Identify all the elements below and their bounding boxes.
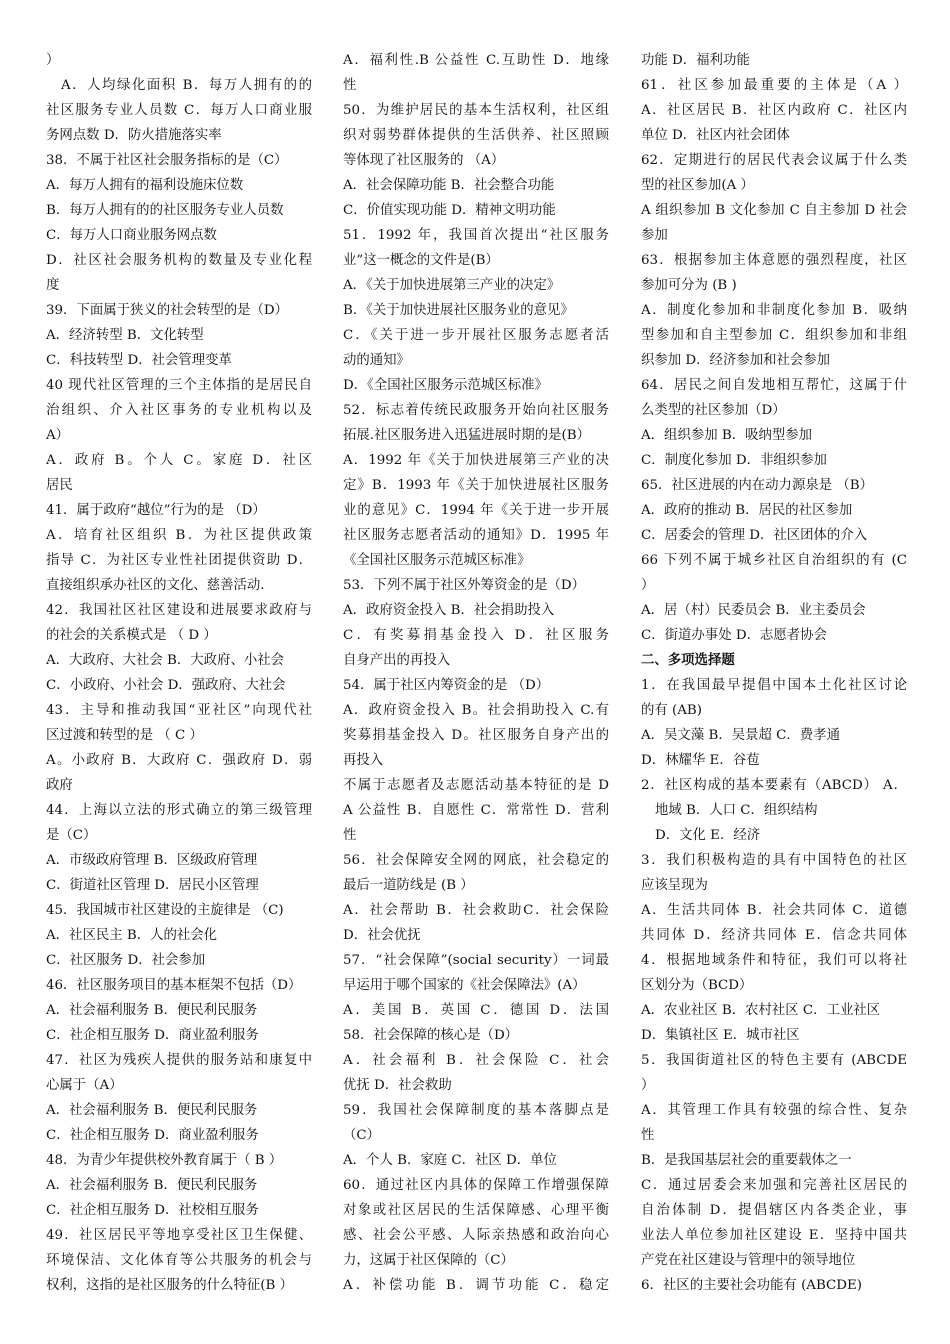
text-line: A．补偿功能 B．调节功能 C．稳定 <box>343 1278 609 1293</box>
text-line: 性 <box>641 1128 655 1143</box>
text-line: 早运用于哪个国家的《社会保障法》(A） <box>343 978 586 993</box>
text-line: 自治体制 D．提倡辖区内各类企业，事 <box>641 1203 907 1218</box>
text-line: D．社区社会服务机构的数量及专业化程 <box>46 253 312 268</box>
text-line: 治组织、介入社区事务的专业机构以及 <box>46 403 312 418</box>
text-line: A 公益性 B．自愿性 C．常常性 D．营利 <box>343 803 609 818</box>
text-line: 感、社会公平感、人际亲热感和政治向心 <box>343 1228 609 1243</box>
text-line: 型参加和自主型参加 C．组织参加和非组 <box>641 328 907 343</box>
text-line: ） <box>46 53 60 68</box>
text-line: 2．社区构成的基本要素有（ABCD） A． <box>641 778 907 793</box>
text-line: 52．标志着传统民政服务开始向社区服务 <box>343 403 609 418</box>
text-line: 6．社区的主要社会功能有 (ABCDE) <box>641 1278 863 1293</box>
text-line: A．政府 B。个人 C。家庭 D．社区 <box>46 453 312 468</box>
text-line: A．市级政府管理 B．区级政府管理 <box>46 853 258 868</box>
text-line: 的有 (AB) <box>641 703 702 718</box>
text-line: B．每万人拥有的的社区服务专业人员数 <box>46 203 284 218</box>
text-line: 单位 D．社区内社会团体 <box>641 128 790 143</box>
text-line: 44．上海以立法的形式确立的第三级管理 <box>46 803 312 818</box>
text-line: A．个人 B．家庭 C．社区 D．单位 <box>343 1153 557 1168</box>
text-line: A．社区民主 B．人的社会化 <box>46 928 218 943</box>
text-line: 不属于志愿者及志愿活动基本特征的是 D <box>343 778 609 793</box>
text-line: 社区服务志愿者活动的通知》D．1995 年 <box>343 528 609 543</box>
text-line: 二、多项选择题 <box>641 652 735 668</box>
text-line: 50．为维护居民的基本生活权利，社区组 <box>343 103 609 118</box>
text-line: 《全国社区服务示范城区标准》 <box>343 553 531 568</box>
text-line: 的社会的关系模式是 （ D ） <box>46 628 217 643</box>
text-line: 是（C） <box>46 828 97 843</box>
text-line: A．大政府、大社会 B．大政府、小社会 <box>46 653 285 668</box>
text-line: 再投入 <box>343 753 384 768</box>
text-line: A．吴文藻 B．吴景超 C．费孝通 <box>641 728 840 743</box>
text-line: D．文化 E．经济 <box>655 828 761 843</box>
text-line: 5．我国街道社区的特色主要有 (ABCDE <box>641 1053 907 1068</box>
text-line: 应该呈现为 <box>641 878 708 893</box>
text-line: 61．社区参加最重要的主体是（A ） <box>641 78 907 93</box>
text-line: 40 现代社区管理的三个主体指的是居民自 <box>46 378 312 393</box>
text-line: A．政府资金投入 B。社会捐助投入 C.有 <box>343 703 609 718</box>
text-line: 最后一道防线是 (B ） <box>343 878 474 893</box>
text-line: A。小政府 B．大政府 C．强政府 D．弱 <box>46 753 312 768</box>
text-line: C．社企相互服务 D．商业盈利服务 <box>46 1128 259 1143</box>
text-line: 对象或社区居民的生活保障感、心理平衡 <box>343 1203 609 1218</box>
text-line: 务网点数 D．防火措施落实率 <box>46 128 222 143</box>
text-line: A．社会福利服务 B．便民利民服务 <box>46 1103 258 1118</box>
text-line: 么类型的社区参加（D） <box>641 403 786 418</box>
text-line: 48．为青少年提供校外教育属于（ B ） <box>46 1153 283 1168</box>
text-line: 38．不属于社区社会服务指标的是（C） <box>46 153 288 168</box>
text-line: 区划分为（BCD） <box>641 978 753 993</box>
text-line: A．社区居民 B．社区内政府 C．社区内 <box>641 103 907 118</box>
text-line: A．培育社区组织 B．为社区提供政策 <box>46 528 312 543</box>
text-line: （C） <box>343 1128 381 1143</box>
text-line: 定》B．1993 年《关于加快进展社区服务 <box>343 478 609 493</box>
text-line: 57．“社会保障”(social security）一词最 <box>343 953 609 968</box>
text-line: A．人均绿化面积 B．每万人拥有的的 <box>46 78 312 93</box>
text-line: 等体现了社区服务的 （A） <box>343 153 505 168</box>
text-line: 优抚 D．社会救助 <box>343 1078 452 1093</box>
text-line: 51．1992 年，我国首次提出“社区服务 <box>343 228 609 243</box>
text-line: A．政府的推动 B．居民的社区参加 <box>641 503 853 518</box>
text-line: A） <box>46 428 70 443</box>
text-line: A．制度化参加和非制度化参加 B．吸纳 <box>641 303 907 318</box>
text-line: C．街道社区管理 D．居民小区管理 <box>46 878 259 893</box>
text-line: 政府 <box>46 778 73 793</box>
text-line: 居民 <box>46 478 73 493</box>
text-line: A．农业社区 B．农村社区 C．工业社区 <box>641 1003 881 1018</box>
text-line: D．林耀华 E．谷苞 <box>641 753 760 768</box>
text-line: A．每万人拥有的福利设施床位数 <box>46 178 244 193</box>
text-line: 54．属于社区内筹资金的是 （D） <box>343 678 550 693</box>
text-line: A．组织参加 B．吸纳型参加 <box>641 428 813 443</box>
text-line: ） <box>641 1078 655 1093</box>
text-line: A．美国 B．英国 C．德国 D．法国 <box>343 1003 609 1018</box>
text-line: A．社会福利服务 B．便民利民服务 <box>46 1003 258 1018</box>
text-line: A．其管理工作具有较强的综合性、复杂 <box>641 1103 907 1118</box>
text-line: A．社会福利服务 B．便民利民服务 <box>46 1178 258 1193</box>
text-line: 参加 <box>641 228 668 243</box>
text-line: 性 <box>343 78 357 93</box>
text-line: A．居（村）民委员会 B．业主委员会 <box>641 603 866 618</box>
text-line: 力，这属于社区保障的（C） <box>343 1253 514 1268</box>
text-line: 共同体 D．经济共同体 E．信念共同体 <box>641 928 907 943</box>
text-line: 环境保洁、文化体育等公共服务的机会与 <box>46 1253 312 1268</box>
text-line: 型的社区参加(A ） <box>641 178 754 193</box>
text-line: 3．我们积极构造的具有中国特色的社区 <box>641 853 907 868</box>
text-line: B．《关于加快进展社区服务业的意见》 <box>343 303 574 318</box>
text-line: 指导 C．为社区专业性社团提供资助 D． <box>46 553 312 568</box>
text-line: 60．通过社区内具体的保障工作增强保障 <box>343 1178 609 1193</box>
column-middle <box>343 48 609 1298</box>
text-line: 42．我国社区社区建设和进展要求政府与 <box>46 603 312 618</box>
text-line: 参加可分为 (B ) <box>641 278 737 293</box>
text-line: 39．下面属于狭义的社会转型的是（D） <box>46 303 289 318</box>
text-line: 业”这一概念的文件是(B） <box>343 253 499 268</box>
text-line: C．科技转型 D．社会管理变革 <box>46 353 232 368</box>
text-line: A．生活共同体 B．社会共同体 C．道德 <box>641 903 907 918</box>
text-line: 自身产出的再投入 <box>343 653 451 668</box>
text-line: 65．社区进展的内在动力源泉是 （B） <box>641 478 873 493</box>
text-line: A．经济转型 B．文化转型 <box>46 328 204 343</box>
text-line: 拓展.社区服务进入迅猛进展时期的是(B） <box>343 428 590 443</box>
text-line: B．是我国基层社会的重要载体之一 <box>641 1153 852 1168</box>
text-line: C．街道办事处 D．志愿者协会 <box>641 628 827 643</box>
text-line: 性 <box>343 828 357 843</box>
text-line: 社区服务专业人员数 C．每万人口商业服 <box>46 103 312 118</box>
text-line: C．制度化参加 D．非组织参加 <box>641 453 827 468</box>
text-line: 41．属于政府“越位”行为的是 （D） <box>46 503 266 518</box>
text-line: A．社会帮助 B．社会救助C．社会保险 <box>343 903 609 918</box>
text-line: 产党在社区建设与管理中的领导地位 <box>641 1253 856 1268</box>
text-line: 47．社区为残疾人提供的服务站和康复中 <box>46 1053 312 1068</box>
text-line: D．集镇社区 E．城市社区 <box>641 1028 800 1043</box>
text-line: A 组织参加 B 文化参加 C 自主参加 D 社会 <box>641 203 907 218</box>
text-line: 43．主导和推动我国“亚社区”向现代社 <box>46 703 312 718</box>
text-line: 66 下列不属于城乡社区自治组织的有 (C <box>641 553 907 568</box>
text-line: C．社区服务 D．社会参加 <box>46 953 206 968</box>
text-line: 直接组织承办社区的文化、慈善活动. <box>46 578 265 593</box>
text-line: C．每万人口商业服务网点数 <box>46 228 217 243</box>
text-line: C．社企相互服务 D．商业盈利服务 <box>46 1028 259 1043</box>
text-line: 奖募捐基金投入 D。社区服务自身产出的 <box>343 728 609 743</box>
column-right <box>641 48 907 1298</box>
text-line: C．居委会的管理 D．社区团体的介入 <box>641 528 868 543</box>
text-line: ） <box>641 578 655 593</box>
text-line: 58．社会保障的核心是（D） <box>343 1028 519 1043</box>
text-line: 45．我国城市社区建设的主旋律是 （C) <box>46 903 284 918</box>
text-line: A．政府资金投入 B．社会捐助投入 <box>343 603 555 618</box>
text-line: A．社会福利 B．社会保险 C．社会 <box>343 1053 609 1068</box>
text-line: 1．在我国最早提倡中国本土化社区讨论 <box>641 678 907 693</box>
text-line: 心属于（A） <box>46 1078 123 1093</box>
text-line: C．价值实现功能 D．精神文明功能 <box>343 203 556 218</box>
text-line: 度 <box>46 278 60 293</box>
text-line: C．有奖募捐基金投入 D．社区服务 <box>343 628 609 643</box>
text-line: 53．下列不属于社区外筹资金的是（D） <box>343 578 586 593</box>
text-line: A．福利性.B 公益性 C.互助性 D．地缘 <box>343 53 609 68</box>
text-line: 功能 D．福利功能 <box>641 53 750 68</box>
text-line: 织参加 D．经济参加和社会参加 <box>641 353 831 368</box>
text-line: 权利，这指的是社区服务的什么特征(B ） <box>46 1278 293 1293</box>
text-line: 56．社会保障安全网的网底，社会稳定的 <box>343 853 609 868</box>
text-line: C．小政府、小社会 D．强政府、大社会 <box>46 678 286 693</box>
text-line: C．《关于进一步开展社区服务志愿者活 <box>343 328 609 343</box>
text-line: A．《关于加快进展第三产业的决定》 <box>343 278 561 293</box>
text-line: C．社企相互服务 D．社校相互服务 <box>46 1203 259 1218</box>
column-left <box>46 48 312 1298</box>
text-line: C．通过居委会来加强和完善社区居民的 <box>641 1178 907 1193</box>
text-line: 地域 B．人口 C．组织结构 <box>655 803 818 818</box>
text-line: 织对弱势群体提供的生活供养、社区照顾 <box>343 128 609 143</box>
text-line: 63．根据参加主体意愿的强烈程度，社区 <box>641 253 907 268</box>
text-line: 64．居民之间自发地相互帮忙，这属于什 <box>641 378 907 393</box>
text-line: 动的通知》 <box>343 353 410 368</box>
text-line: A．社会保障功能 B．社会整合功能 <box>343 178 555 193</box>
text-line: 区过渡和转型的是 （ C ） <box>46 728 203 743</box>
text-line: 59．我国社会保障制度的基本落脚点是 <box>343 1103 609 1118</box>
text-line: 62．定期进行的居民代表会议属于什么类 <box>641 153 907 168</box>
text-line: 46．社区服务项目的基本框架不包括（D） <box>46 978 302 993</box>
text-line: 49．社区居民平等地享受社区卫生保健、 <box>46 1228 312 1243</box>
text-line: D．《全国社区服务示范城区标准》 <box>343 378 548 393</box>
text-line: 4．根据地域条件和特征，我们可以将社 <box>641 953 907 968</box>
text-line: A．1992 年《关于加快进展第三产业的决 <box>343 453 609 468</box>
text-line: 业的意见》C．1994 年《关于进一步开展 <box>343 503 609 518</box>
text-line: 业法人单位参加社区建设 E．坚持中国共 <box>641 1228 907 1243</box>
text-line: D．社会优抚 <box>343 928 421 943</box>
